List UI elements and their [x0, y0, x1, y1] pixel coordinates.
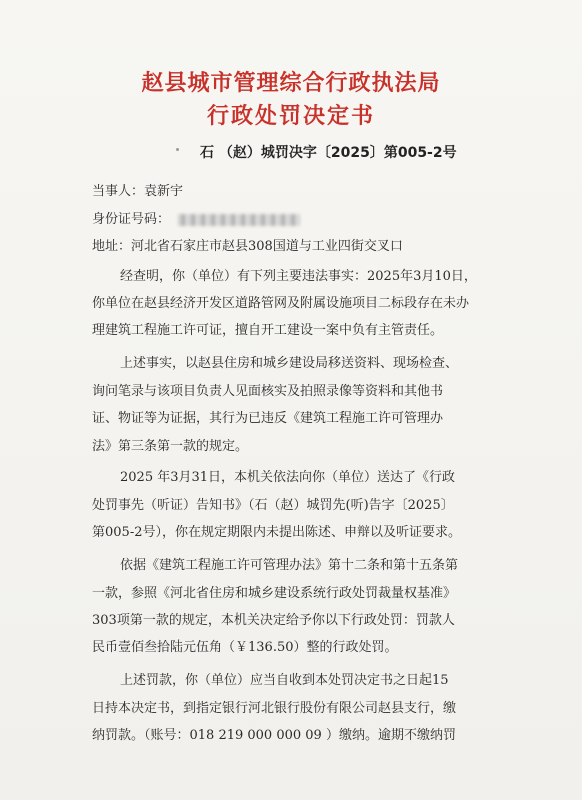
- paragraph-line: 处罚事先（听证）告知书》（石（赵）城罚先(听)告字〔2025〕: [92, 498, 454, 513]
- address-value: 河北省石家庄市赵县308国道与工业四街交叉口: [131, 239, 403, 254]
- id-label: 身份证号码：: [92, 212, 171, 227]
- id-line: [92, 208, 300, 227]
- paragraph-line: 依据《建筑工程施工许可管理办法》第十二条和第十五条第: [120, 558, 459, 573]
- party-line: [92, 180, 183, 199]
- paragraph-line: 303项第一款的规定，本机关决定给予你以下行政处罚：罚款人: [92, 613, 455, 628]
- paragraph-line: 一款，参照《河北省住房和城乡建设系统行政处罚裁量权基准》: [92, 586, 457, 601]
- document-number: 石 （赵）城罚决字〔2025〕第005-2号: [200, 145, 457, 161]
- paragraph-line: 上述事实，以赵县住房和城乡建设局移送资料、现场检查、: [120, 356, 459, 371]
- paragraph-line: 证、物证等为证据，其行为已违反《建筑工程施工许可管理办: [92, 411, 444, 426]
- paragraph-line: 理建筑工程施工许可证，擅自开工建设一案中负有主管责任。: [92, 323, 444, 338]
- paragraph-line: 2025 年3月31日，本机关依法向你（单位）送达了《行政: [120, 470, 456, 485]
- paragraph-line: 纳罚款。（账号：018 219 000 000 09 ）缴纳。逾期不缴纳罚: [92, 728, 456, 743]
- document-title: 行政处罚决定书: [206, 104, 375, 129]
- paragraph-line: 询问笔录与该项目负责人见面核实及拍照录像等资料和其他书: [92, 384, 444, 399]
- party-name: 袁新宇: [144, 184, 184, 199]
- party-label: 当事人：: [92, 184, 145, 199]
- ink-dot: [176, 148, 179, 151]
- paragraph-line: 民币壹佰叁拾陆元伍角（￥136.50）整的行政处罚。: [92, 640, 398, 655]
- address-line: [92, 235, 403, 254]
- paragraph-line: 第005-2号），你在规定期限内未提出陈述、申辩以及听证要求。: [92, 525, 461, 540]
- paragraph-line: 上述罚款，你（单位）应当自收到本处罚决定书之日起15: [120, 673, 449, 688]
- paragraph-line: 你单位在赵县经济开发区道路管网及附属设施项目二标段存在未办: [92, 296, 470, 311]
- paragraph-line: 日持本决定书，到指定银行河北银行股份有限公司赵县支行，缴: [92, 701, 457, 716]
- redacted-id-number: [178, 214, 300, 226]
- agency-title: 赵县城市管理综合行政执法局: [141, 71, 441, 96]
- address-label: 地址：: [92, 239, 132, 254]
- paragraph-line: 经查明，你（单位）有下列主要违法事实：2025年3月10日，: [120, 269, 477, 284]
- paragraph-line: 法》第三条第一款的规定。: [92, 439, 249, 454]
